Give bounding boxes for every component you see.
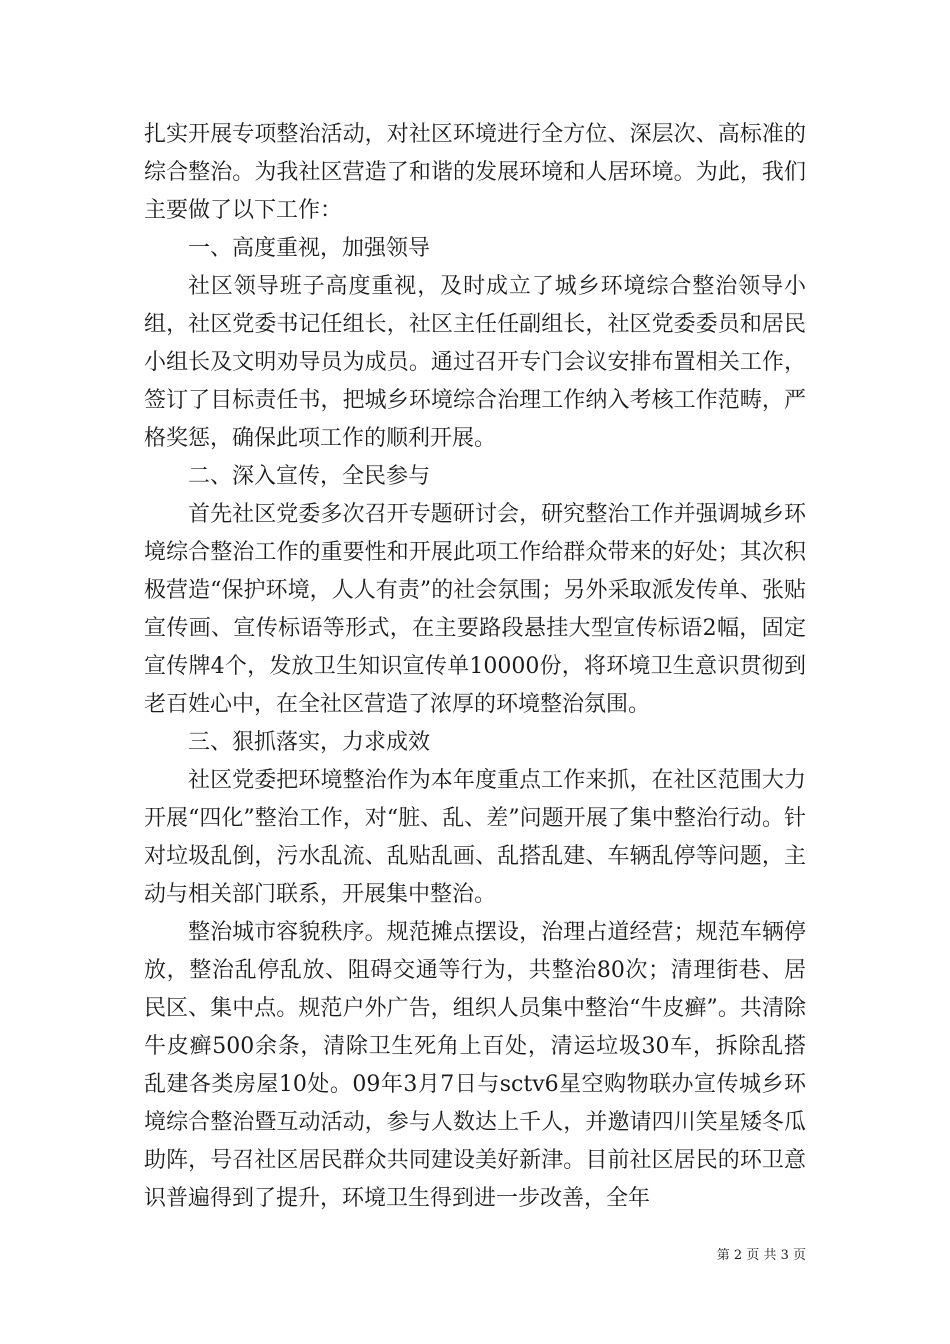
section-heading: 二、深入宣传，全民参与 xyxy=(188,464,431,489)
body-paragraph: 社区党委把环境整治作为本年度重点工作来抓，在社区范围大力开展“四化”整治工作，对“脏、乱、差”问题开展了集中整治行动。针对垃圾乱倒，污水乱流、乱贴乱画、乱搭乱建、车辆乱停等问题，主动与相关部门联系，开展集中整治。 xyxy=(144,768,806,907)
body-paragraph: 整治城市容貌秩序。规范摊点摆设，治理占道经营；规范车辆停放，整治乱停乱放、阻碍交通等行为，共整治80次；清理街巷、居民区、集中点。规范户外广告，组织人员集中整治“牛皮癣”。共清除牛皮癣500余条，清除卫生死角上百处，清运垃圾30车，拆除乱搭乱建各类房屋10处。09年3月7日与sctv6星空购物联办宣传城乡环境综合整治暨互动活动，参与人数达上千人，并邀请四川笑星矮冬瓜助阵，号召社区居民群众共同建设美好新津。目前社区居民的环卫意识普遍得到了提升，环境卫生得到进一步改善，全年 xyxy=(144,920,806,1211)
page-number-footer: 第 2 页 共 3 页 xyxy=(716,1248,806,1263)
section-heading: 一、高度重视，加强领导 xyxy=(188,236,431,261)
body-paragraph: 社区领导班子高度重视，及时成立了城乡环境综合整治领导小组，社区党委书记任组长，社区主任任副组长，社区党委委员和居民小组长及文明劝导员为成员。通过召开专门会议安排布置相关工作，签订了目标责任书，把城乡环境综合治理工作纳入考核工作范畴，严格奖惩，确保此项工作的顺利开展。 xyxy=(144,274,806,451)
section-heading: 三、狠抓落实，力求成效 xyxy=(188,730,431,755)
body-paragraph: 扎实开展专项整治活动，对社区环境进行全方位、深层次、高标准的综合整治。为我社区营造了和谐的发展环境和人居环境。为此，我们主要做了以下工作： xyxy=(144,122,806,223)
document-body xyxy=(144,116,806,1218)
body-paragraph: 首先社区党委多次召开专题研讨会，研究整治工作并强调城乡环境综合整治工作的重要性和开展此项工作给群众带来的好处；其次积极营造“保护环境，人人有责”的社会氛围；另外采取派发传单、张贴宣传画、宣传标语等形式，在主要路段悬挂大型宣传标语2幅，固定宣传牌4个，发放卫生知识宣传单10000份，将环境卫生意识贯彻到老百姓心中，在全社区营造了浓厚的环境整治氛围。 xyxy=(144,502,806,717)
